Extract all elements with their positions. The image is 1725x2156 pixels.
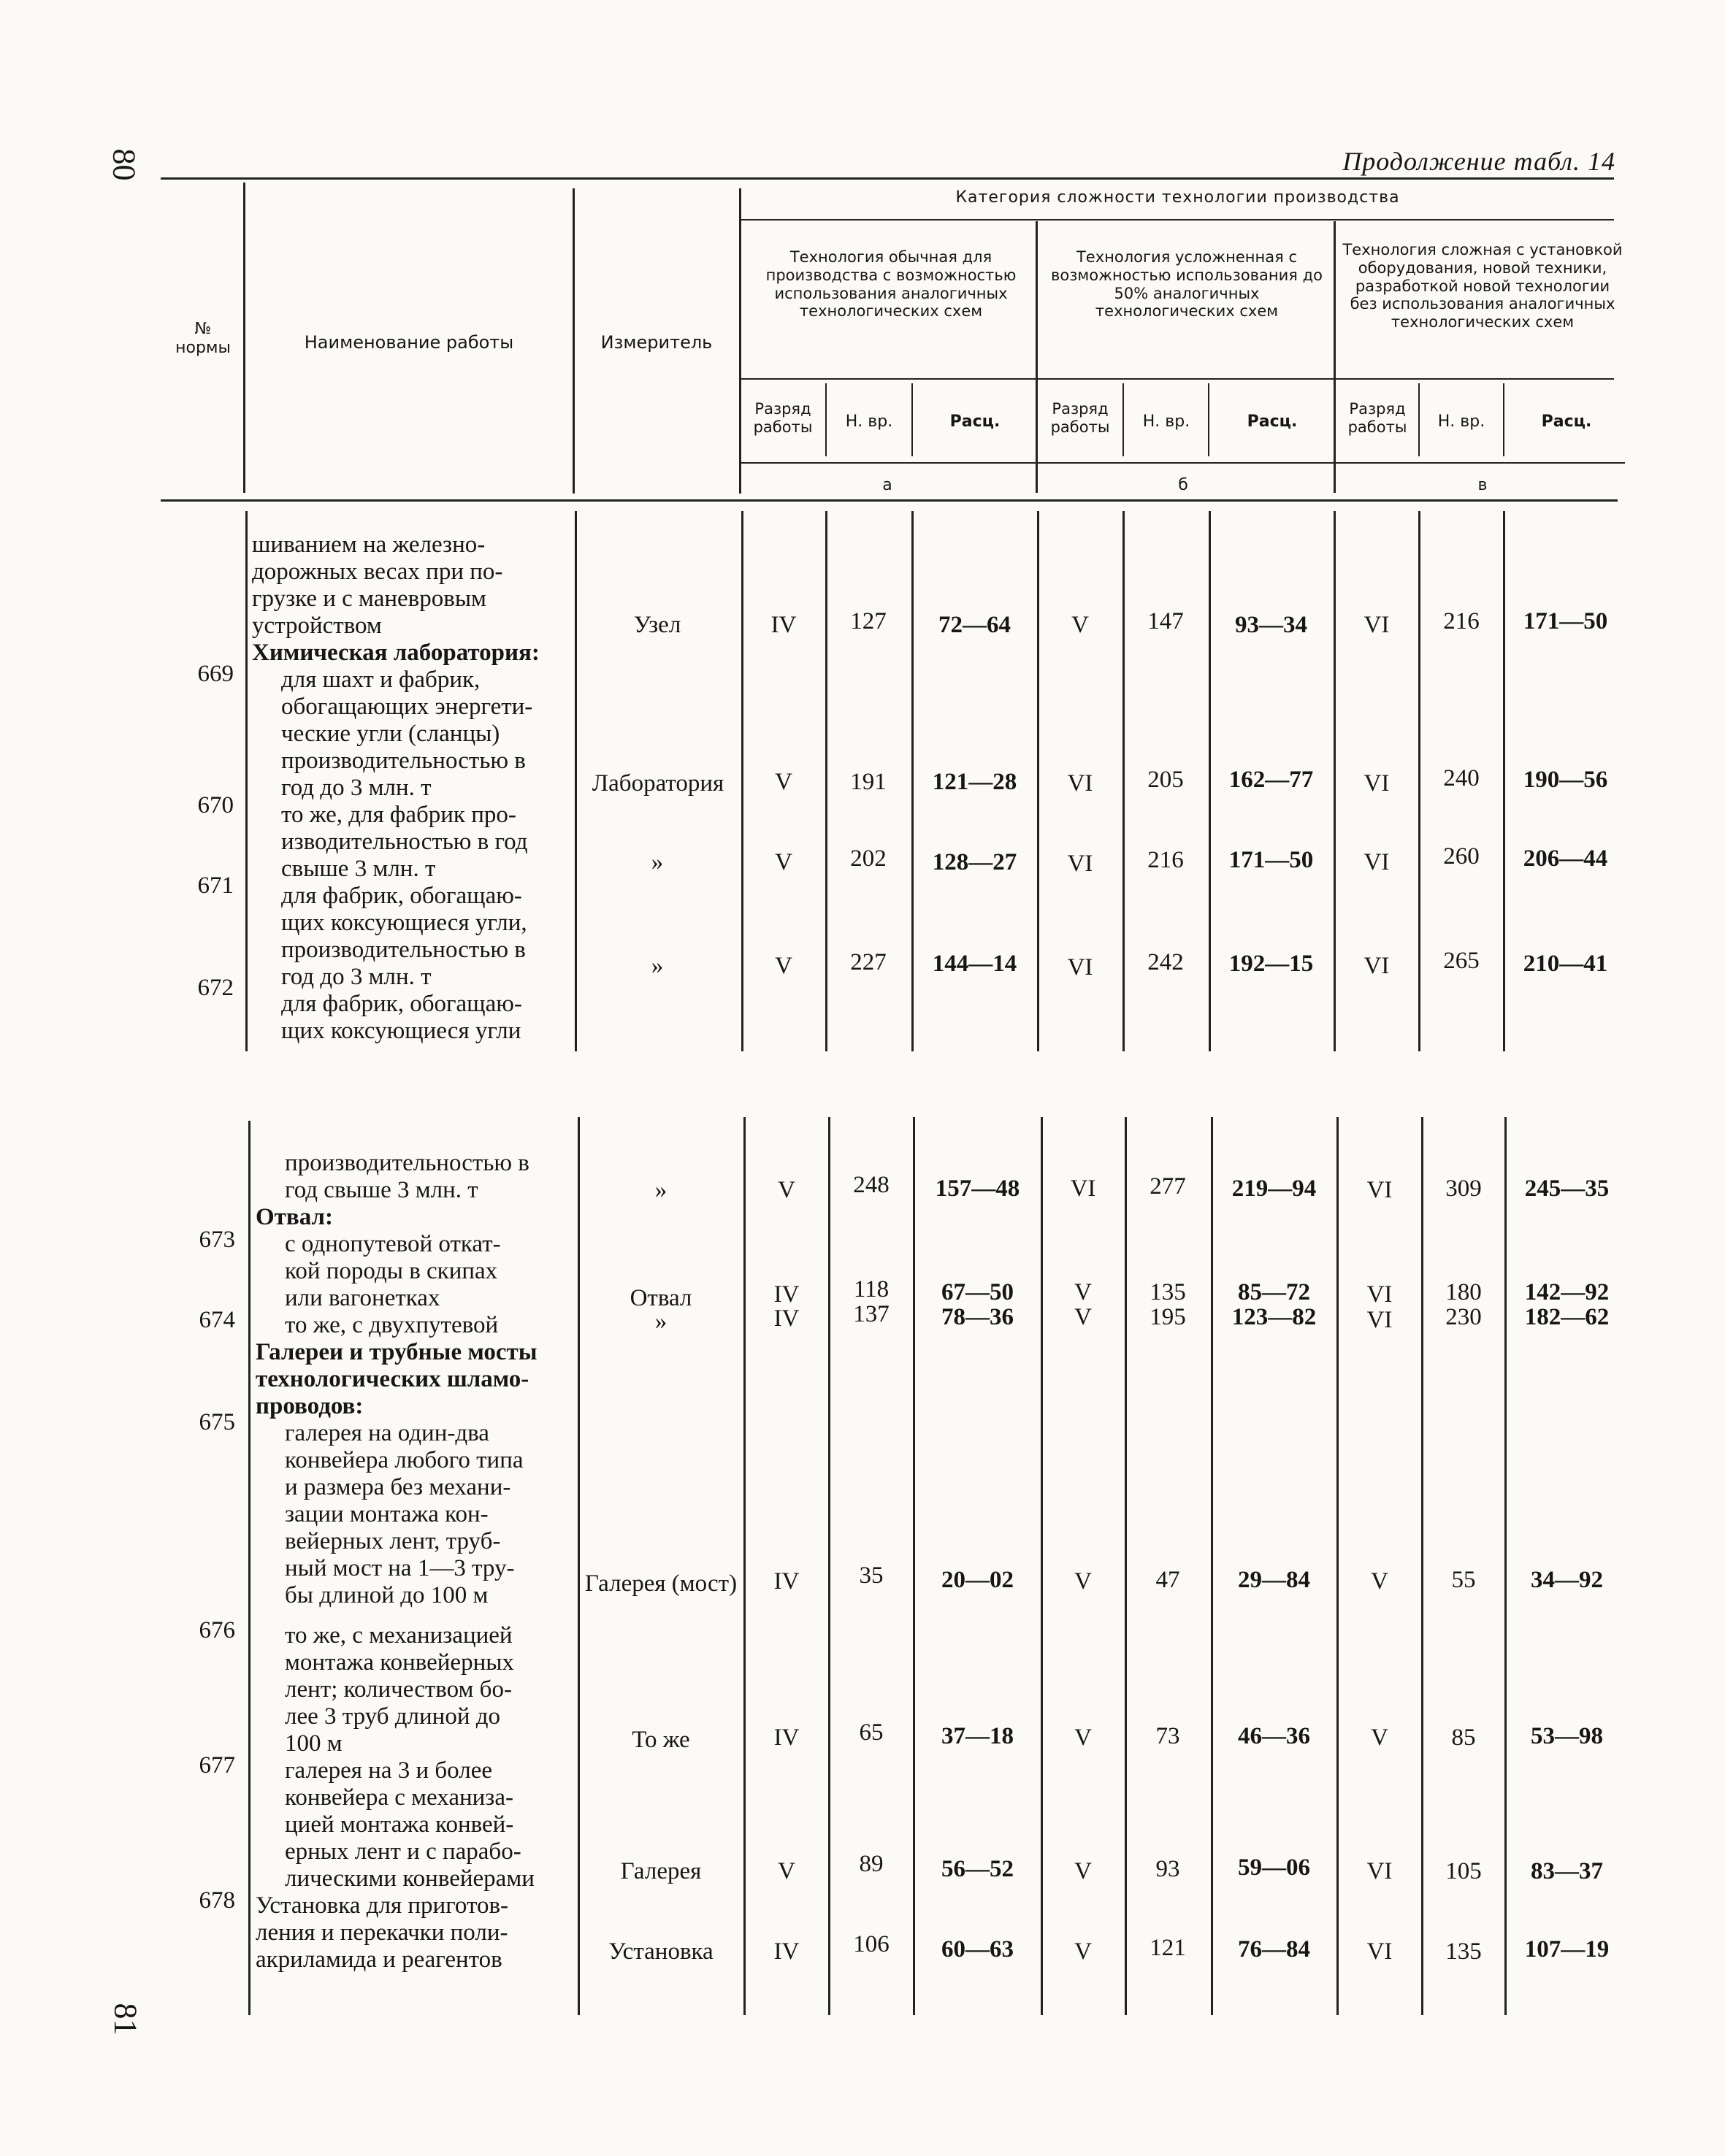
time-cell: 260	[1443, 843, 1480, 870]
norm-number: 674	[199, 1307, 235, 1333]
time-cell: 105	[1445, 1858, 1482, 1884]
grade-cell: VI	[1067, 851, 1093, 877]
unit-cell: Установка	[608, 1938, 714, 1965]
rate-cell: 78—36	[941, 1304, 1014, 1330]
time-cell: 265	[1443, 948, 1480, 974]
grade-cell: VI	[1067, 770, 1093, 797]
text-line: свыше 3 млн. т	[281, 856, 436, 882]
time-cell: 47	[1155, 1567, 1180, 1593]
time-cell: 135	[1150, 1279, 1186, 1305]
time-cell: 55	[1451, 1567, 1476, 1593]
header-time-a: Н. вр.	[845, 413, 893, 431]
text-line: ерных лент и с парабо-	[285, 1838, 521, 1865]
time-cell: 180	[1445, 1279, 1482, 1305]
continuation-label: Продолжение табл. 14	[1342, 147, 1615, 176]
text-line: лическими конвейерами	[285, 1865, 535, 1892]
text-line: лее 3 труб длиной до	[285, 1703, 501, 1730]
time-cell: 137	[853, 1301, 890, 1327]
rate-cell: 83—37	[1531, 1858, 1603, 1884]
rate-cell: 162—77	[1228, 767, 1314, 793]
text-line: то же, с механизацией	[285, 1622, 513, 1649]
text-line: шиванием на железно-	[252, 532, 486, 558]
grade-cell: V	[775, 849, 792, 875]
norm-number: 677	[199, 1752, 235, 1779]
header-grade-a: Разряд работы	[753, 400, 813, 436]
rate-cell: 56—52	[941, 1856, 1014, 1882]
text-line: и размера без механи-	[285, 1474, 511, 1500]
header-letter-b: б	[1178, 476, 1188, 494]
rate-cell: 219—94	[1231, 1175, 1317, 1202]
norm-number: 669	[197, 661, 234, 687]
time-cell: 277	[1150, 1173, 1186, 1200]
text-line: производительностью в	[281, 937, 526, 963]
grade-cell: IV	[773, 1281, 800, 1308]
rate-cell: 171—50	[1228, 847, 1314, 873]
rate-cell: 37—18	[941, 1723, 1014, 1749]
rate-cell: 157—48	[935, 1175, 1020, 1202]
header-time-b: Н. вр.	[1142, 413, 1190, 431]
header-time-c: Н. вр.	[1437, 413, 1485, 431]
text-line: бы длиной до 100 м	[285, 1582, 489, 1608]
time-cell: 89	[859, 1851, 884, 1877]
rate-cell: 85—72	[1238, 1279, 1310, 1305]
norm-number: 672	[197, 975, 234, 1001]
time-cell: 242	[1147, 949, 1184, 975]
grade-cell: VI	[1070, 1175, 1096, 1202]
rate-cell: 59—06	[1238, 1854, 1310, 1881]
rate-cell: 107—19	[1524, 1936, 1610, 1963]
grade-cell: VI	[1363, 612, 1390, 638]
rate-cell: 76—84	[1238, 1936, 1310, 1963]
unit-cell: Лаборатория	[592, 770, 724, 797]
text-line: устройством	[252, 613, 382, 639]
section-heading: Галереи и трубные мосты	[256, 1339, 538, 1365]
grade-cell: VI	[1366, 1938, 1393, 1965]
time-cell: 118	[853, 1276, 890, 1303]
time-cell: 73	[1155, 1723, 1180, 1749]
unit-cell: »	[651, 953, 664, 979]
section-heading: технологических шламо-	[256, 1366, 529, 1392]
time-cell: 93	[1155, 1856, 1180, 1882]
text-line: ческие угли (сланцы)	[281, 721, 500, 747]
time-cell: 248	[853, 1172, 890, 1198]
grade-cell: V	[1371, 1725, 1388, 1751]
header-group-b: Технология усложненная с возможностью использования до 50% аналогичных технологических схем	[1051, 248, 1323, 321]
grade-cell: V	[1074, 1279, 1092, 1305]
grade-cell: V	[1074, 1725, 1092, 1751]
grade-cell: V	[778, 1858, 795, 1884]
text-line: цией монтажа конвей-	[285, 1811, 514, 1838]
text-line: год свыше 3 млн. т	[285, 1177, 478, 1203]
time-cell: 205	[1147, 767, 1184, 793]
header-grade-c: Разряд работы	[1347, 400, 1407, 436]
header-col-unit: Измеритель	[600, 332, 713, 353]
grade-cell: V	[775, 769, 792, 795]
rate-cell: 190—56	[1523, 767, 1608, 793]
header-letter-c: в	[1477, 476, 1488, 494]
time-cell: 121	[1150, 1935, 1186, 1961]
rate-cell: 29—84	[1238, 1567, 1310, 1593]
grade-cell: IV	[770, 612, 797, 638]
header-grade-b: Разряд работы	[1050, 400, 1110, 436]
rate-cell: 128—27	[932, 849, 1017, 875]
section-heading: Химическая лаборатория:	[252, 640, 540, 666]
text-line: или вагонетках	[285, 1285, 440, 1311]
grade-cell: V	[1074, 1304, 1092, 1330]
header-rate-a: Расц.	[949, 413, 1001, 431]
grade-cell: V	[1074, 1938, 1092, 1965]
norm-number: 678	[199, 1887, 235, 1914]
unit-cell: »	[654, 1177, 668, 1203]
norm-number: 673	[199, 1227, 235, 1253]
grade-cell: V	[1071, 612, 1089, 638]
time-cell: 191	[850, 769, 887, 795]
grade-cell: IV	[773, 1938, 800, 1965]
header-group-c: Технология сложная с установкой оборудования, новой техники, разработкой новой технологии без использования аналогичных технологических схем	[1342, 241, 1623, 331]
text-line: дорожных весах при по-	[252, 559, 503, 585]
grade-cell: IV	[773, 1725, 800, 1751]
header-col-number: № нормы	[175, 320, 231, 357]
text-line: конвейера любого типа	[285, 1447, 524, 1473]
grade-cell: VI	[1363, 953, 1390, 979]
grade-cell: V	[778, 1177, 795, 1203]
grade-cell: VI	[1067, 954, 1093, 981]
unit-cell: »	[654, 1308, 668, 1335]
rate-cell: 121—28	[932, 769, 1017, 795]
rate-cell: 67—50	[941, 1279, 1014, 1305]
text-line: зации монтажа кон-	[285, 1501, 489, 1527]
text-line: для шахт и фабрик,	[281, 667, 481, 693]
time-cell: 240	[1443, 765, 1480, 791]
rate-cell: 245—35	[1524, 1175, 1610, 1202]
unit-cell: Галерея (мост)	[584, 1570, 738, 1597]
section-heading: Отвал:	[256, 1204, 333, 1230]
text-line: с однопутевой откат-	[285, 1231, 501, 1257]
grade-cell: VI	[1366, 1858, 1393, 1884]
rate-cell: 192—15	[1228, 951, 1314, 977]
text-line: ления и перекачки поли-	[256, 1919, 508, 1946]
page-number-top: 80	[106, 148, 142, 181]
time-cell: 195	[1150, 1304, 1186, 1330]
rate-cell: 144—14	[932, 951, 1017, 977]
time-cell: 85	[1451, 1725, 1476, 1751]
norm-number: 670	[197, 792, 234, 818]
text-line: 100 м	[285, 1730, 343, 1757]
text-line: конвейера с механиза-	[285, 1784, 513, 1811]
header-category: Категория сложности технологии производства	[955, 188, 1400, 207]
text-line: для фабрик, обогащаю-	[281, 991, 522, 1017]
text-line: изводительностью в год	[281, 829, 528, 855]
time-cell: 65	[859, 1719, 884, 1746]
grade-cell: VI	[1363, 849, 1390, 875]
time-cell: 106	[853, 1931, 890, 1957]
time-cell: 227	[850, 949, 887, 975]
rate-cell: 34—92	[1531, 1567, 1603, 1593]
time-cell: 135	[1445, 1938, 1482, 1965]
rate-cell: 182—62	[1524, 1304, 1610, 1330]
section-heading: проводов:	[256, 1393, 364, 1419]
text-line: то же, с двухпутевой	[285, 1312, 499, 1338]
text-line: щих коксующиеся угли,	[281, 910, 527, 936]
page-number-bottom: 81	[107, 2003, 144, 2036]
grade-cell: V	[775, 953, 792, 979]
block1-text	[252, 532, 572, 1045]
norm-number: 675	[199, 1409, 235, 1435]
norm-number: 671	[197, 872, 234, 899]
time-cell: 147	[1147, 608, 1184, 634]
rate-cell: 53—98	[1531, 1723, 1603, 1749]
unit-cell: Галерея	[620, 1858, 702, 1884]
rate-cell: 206—44	[1523, 845, 1608, 872]
text-line: обогащающих энергети-	[281, 694, 533, 720]
text-line: лент; количеством бо-	[285, 1676, 512, 1703]
time-cell: 216	[1443, 608, 1480, 634]
block2-text	[256, 1150, 575, 1973]
text-line: грузке и с маневровым	[252, 586, 486, 612]
time-cell: 230	[1445, 1304, 1482, 1330]
text-line: год до 3 млн. т	[281, 964, 432, 990]
text-line: производительностью в	[285, 1150, 529, 1176]
rate-cell: 20—02	[941, 1567, 1014, 1593]
rate-cell: 142—92	[1524, 1279, 1610, 1305]
grade-cell: IV	[773, 1568, 800, 1595]
grade-cell: V	[1371, 1568, 1388, 1595]
grade-cell: IV	[773, 1305, 800, 1332]
grade-cell: VI	[1363, 770, 1390, 797]
text-line: кой породы в скипах	[285, 1258, 498, 1284]
rate-cell: 123—82	[1231, 1304, 1317, 1330]
unit-cell: Узел	[633, 612, 681, 638]
text-line: галерея на 3 и более	[285, 1757, 492, 1784]
header-letter-a: а	[882, 476, 892, 494]
text-line: производительностью в	[281, 748, 526, 774]
header-col-name: Наименование работы	[304, 332, 514, 353]
text-line: монтажа конвейерных	[285, 1649, 514, 1676]
time-cell: 202	[850, 845, 887, 872]
rate-cell: 72—64	[938, 612, 1011, 638]
header-rate-c: Расц.	[1541, 413, 1592, 431]
rate-cell: 171—50	[1523, 608, 1608, 634]
text-line: то же, для фабрик про-	[281, 802, 516, 828]
time-cell: 309	[1445, 1175, 1482, 1202]
time-cell: 127	[850, 608, 887, 634]
rate-cell: 210—41	[1523, 951, 1608, 977]
text-line: ный мост на 1—3 тру-	[285, 1555, 515, 1581]
unit-cell: Отвал	[630, 1285, 692, 1311]
unit-cell: То же	[632, 1727, 690, 1753]
text-line: галерея на один-два	[285, 1420, 489, 1446]
header-group-a: Технология обычная для производства с возможностью использования аналогичных технологических схем	[765, 248, 1017, 321]
text-line: год до 3 млн. т	[281, 775, 432, 801]
rate-cell: 60—63	[941, 1936, 1014, 1963]
grade-cell: V	[1074, 1568, 1092, 1595]
grade-cell: V	[1074, 1858, 1092, 1884]
rate-cell: 93—34	[1235, 612, 1307, 638]
grade-cell: VI	[1366, 1177, 1393, 1203]
header-rate-b: Расц.	[1247, 413, 1298, 431]
unit-cell: »	[651, 849, 664, 875]
time-cell: 35	[859, 1562, 884, 1589]
text-line: вейерных лент, труб-	[285, 1528, 501, 1554]
text-line: акриламида и реагентов	[256, 1946, 502, 1973]
norm-number: 676	[199, 1617, 235, 1643]
rate-cell: 46—36	[1238, 1723, 1310, 1749]
grade-cell: VI	[1366, 1281, 1393, 1308]
text-line: щих коксующиеся угли	[281, 1018, 521, 1044]
grade-cell: VI	[1366, 1307, 1393, 1333]
text-line: для фабрик, обогащаю-	[281, 883, 522, 909]
time-cell: 216	[1147, 847, 1184, 873]
text-line: Установка для приготов-	[256, 1892, 509, 1919]
